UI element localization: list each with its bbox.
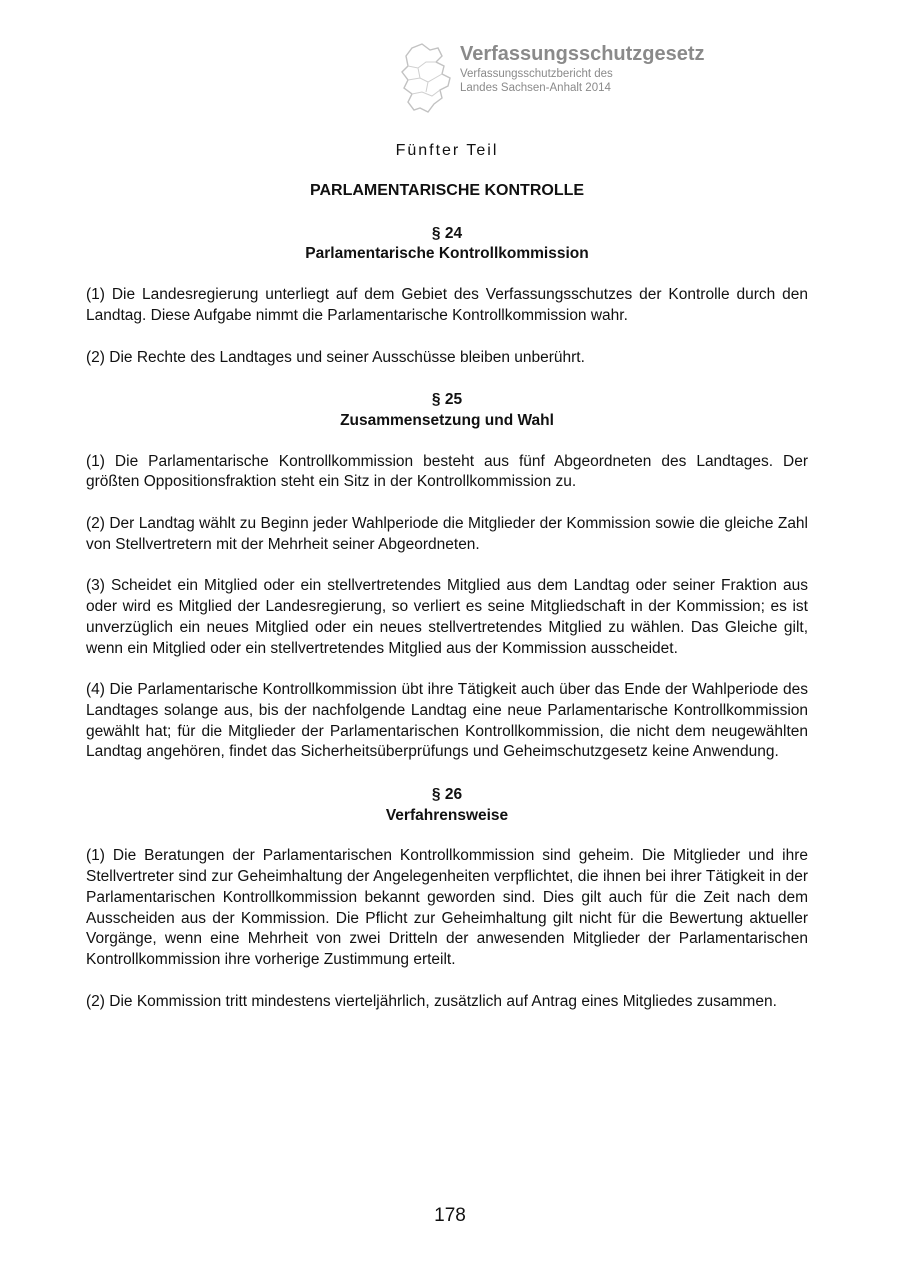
section-25 xyxy=(86,390,808,763)
section-24 xyxy=(86,224,808,369)
paragraph: (4) Die Parlamentarische Kontrollkommission übt ihre Tätigkeit auch über das Ende der Wahlperiode des Landtages solange aus, bis der nachfolgende Landtag eine neue Parlamentarische Kontrollkommission gewählt hat; für die Mitglieder der Parlamentarischen Kontrollkommission, die nicht dem neugewählten Landtag angehören, findet das Sicherheitsüberprüfungs und Geheimschutzgesetz keine Anwendung. xyxy=(86,681,808,761)
document-body xyxy=(86,141,808,1012)
section-title: Parlamentarische Kontrollkommission xyxy=(305,245,589,263)
page-header xyxy=(398,40,738,120)
section-title: Verfahrensweise xyxy=(385,806,509,824)
section-number: § 25 xyxy=(431,391,463,409)
section-number: § 24 xyxy=(431,224,463,242)
sachsen-anhalt-map-icon xyxy=(398,42,456,114)
part-title: Fünfter Teil xyxy=(395,142,499,159)
paragraph: (3) Scheidet ein Mitglied oder ein stellvertretendes Mitglied aus dem Landtag oder seiner Fraktion aus oder wird es Mitglied der Landesregierung, so verliert es seine Mitgliedschaft in der Kommission; es ist unverzüglich ein neues Mitglied oder ein neues stellvertretendes Mitglied zu wählen. Das Gleiche gilt, wenn ein Mitglied oder ein stellvertretendes Mitglied aus der Kommission ausscheidet. xyxy=(86,577,808,657)
paragraph: (2) Der Landtag wählt zu Beginn jeder Wahlperiode die Mitglieder der Kommission sowie die gleiche Zahl von Stellvertretern mit der Mehrheit seiner Abgeordneten. xyxy=(86,515,808,553)
paragraph: (2) Die Rechte des Landtages und seiner Ausschüsse bleiben unberührt. xyxy=(86,348,585,366)
header-subtitle-line2: Landes Sachsen-Anhalt 2014 xyxy=(460,82,611,94)
paragraph: (1) Die Beratungen der Parlamentarischen Kontrollkommission sind geheim. Die Mitglieder und ihre Stellvertreter sind zur Geheimhaltung der Angelegenheiten verpflichtet, die ihnen bei ihrer Tätigkeit in der Parlamentarischen Kontrollkommission bekannt geworden sind. Dies gilt auch für die Zeit nach dem Ausscheiden aus der Kommission. Die Pflicht zur Geheimhaltung gilt nicht für die Bewertung aktueller Vorgänge, wenn eine Mehrheit von zwei Dritteln der anwesenden Mitglieder der Parlamentarischen Kontrollkommission ihre vorherige Zustimmung erteilt. xyxy=(86,847,808,968)
paragraph: (1) Die Parlamentarische Kontrollkommission besteht aus fünf Abgeordneten des Landtages. Der größten Oppositionsfraktion steht ein Sitz in der Kontrollkommission zu. xyxy=(86,452,808,491)
page-number: 178 xyxy=(434,1205,466,1226)
header-subtitle-line1: Verfassungsschutzbericht des xyxy=(460,68,613,80)
section-title: Zusammensetzung und Wahl xyxy=(340,411,554,429)
header-title: Verfassungsschutzgesetz xyxy=(460,43,705,65)
paragraph: (2) Die Kommission tritt mindestens vierteljährlich, zusätzlich auf Antrag eines Mitgliedes zusammen. xyxy=(86,992,777,1010)
section-number: § 26 xyxy=(431,786,463,804)
paragraph: (1) Die Landesregierung unterliegt auf dem Gebiet des Verfassungsschutzes der Kontrolle durch den Landtag. Diese Aufgabe nimmt die Parlamentarische Kontrollkommission wahr. xyxy=(86,286,808,324)
main-heading: PARLAMENTARISCHE KONTROLLE xyxy=(309,182,585,199)
section-26 xyxy=(86,785,808,1012)
